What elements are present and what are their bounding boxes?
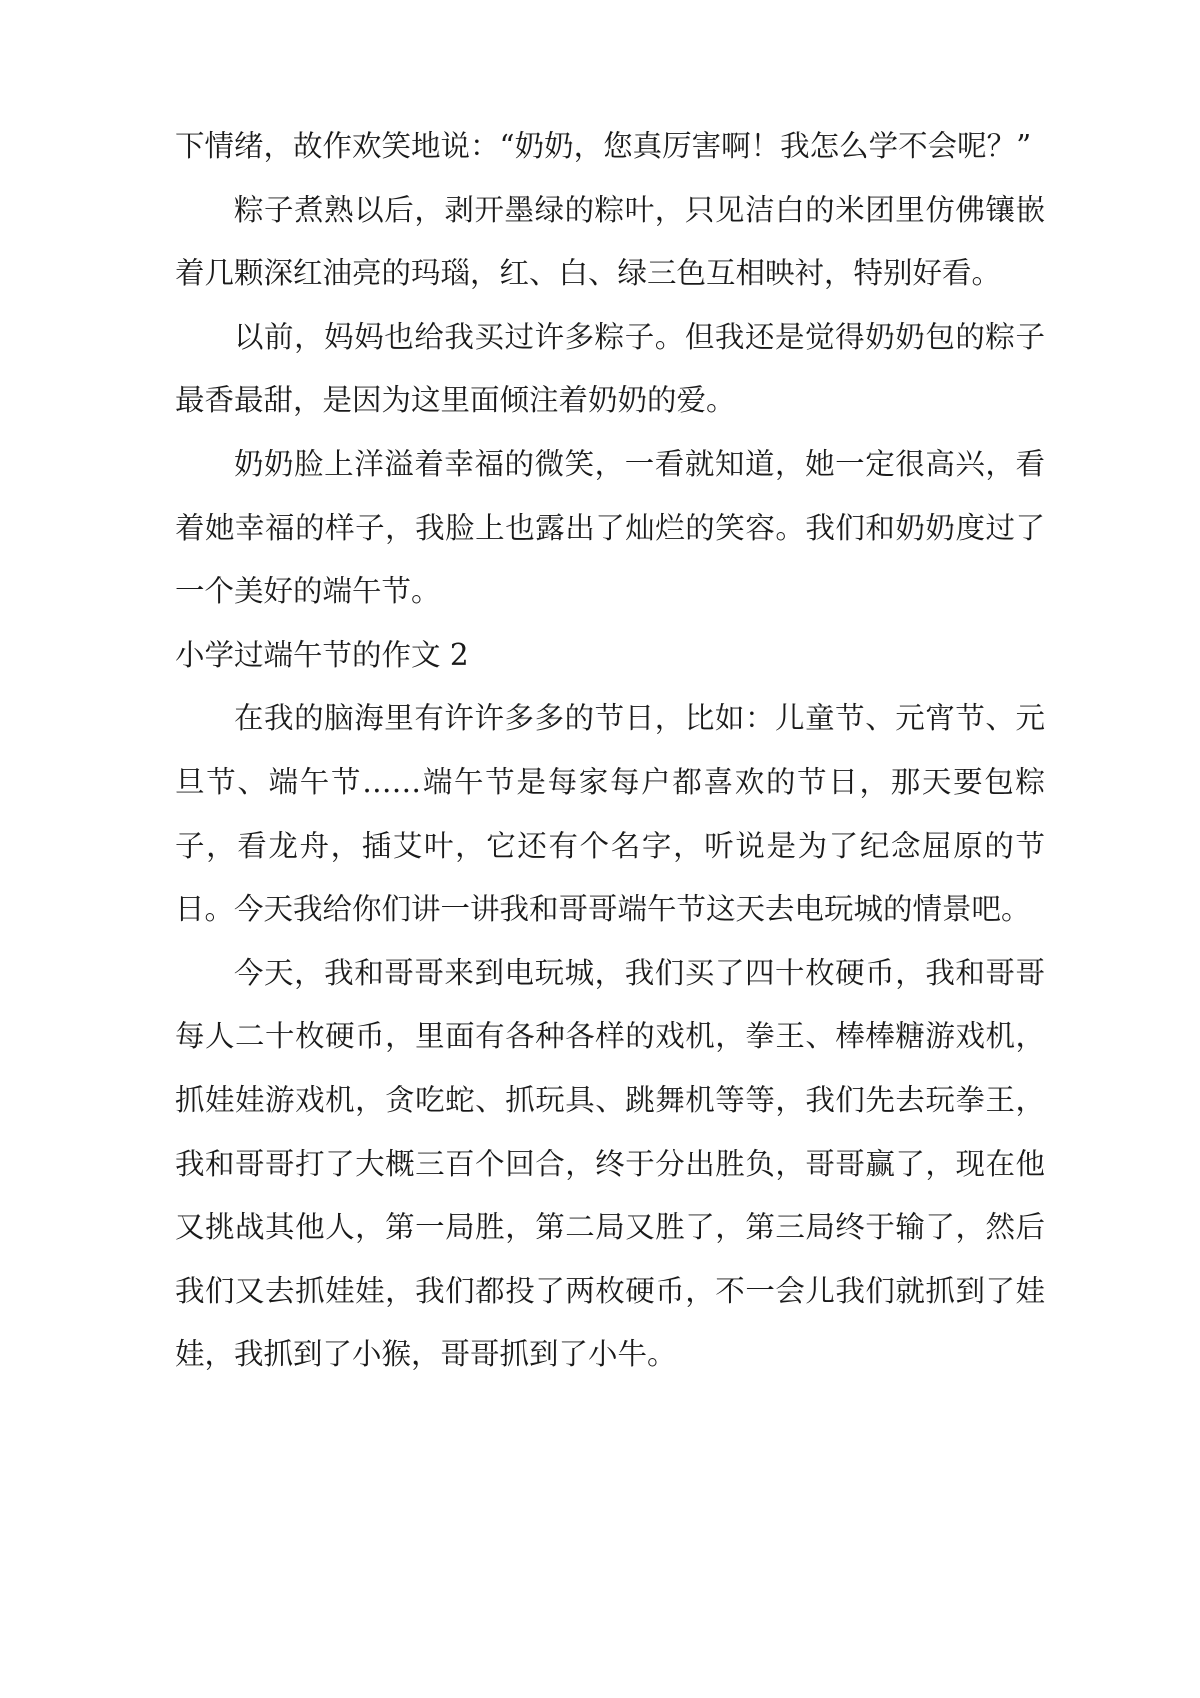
essay-heading: 小学过端午节的作文 2	[175, 637, 469, 672]
paragraph-grandma-smile: 奶奶脸上洋溢着幸福的微笑，一看就知道，她一定很高兴，看着她幸福的样子，我脸上也露出了灿烂的笑容。我们和奶奶度过了一个美好的端午节。	[175, 446, 1045, 609]
paragraph-mom-bought: 以前，妈妈也给我买过许多粽子。但我还是觉得奶奶包的粽子最香最甜，是因为这里面倾注着奶奶的爱。	[175, 319, 1045, 418]
paragraph-continued: 下情绪，故作欢笑地说：“奶奶，您真厉害啊！我怎么学不会呢？”	[175, 129, 1032, 163]
paragraph-festivals: 在我的脑海里有许许多多的节日，比如：儿童节、元宵节、元旦节、端午节……端午节是每家每户都喜欢的节日，那天要包粽子，看龙舟，插艾叶，它还有个名字，听说是为了纪念屈原的节日。今天我给你们讲一讲我和哥哥端午节这天去电玩城的情景吧。	[175, 701, 1045, 927]
document-body	[175, 115, 1045, 1387]
paragraph-zongzi-cooked: 粽子煮熟以后，剥开墨绿的粽叶，只见洁白的米团里仿佛镶嵌着几颗深红油亮的玛瑙，红、白、绿三色互相映衬，特别好看。	[175, 192, 1045, 291]
paragraph-arcade: 今天，我和哥哥来到电玩城，我们买了四十枚硬币，我和哥哥每人二十枚硬币，里面有各种各样的戏机，拳王、棒棒糖游戏机，抓娃娃游戏机，贪吃蛇、抓玩具、跳舞机等等，我们先去玩拳王，我和哥哥打了大概三百个回合，终于分出胜负，哥哥赢了，现在他又挑战其他人，第一局胜，第二局又胜了，第三局终于输了，然后我们又去抓娃娃，我们都投了两枚硬币，不一会儿我们就抓到了娃娃，我抓到了小猴，哥哥抓到了小牛。	[175, 955, 1045, 1372]
